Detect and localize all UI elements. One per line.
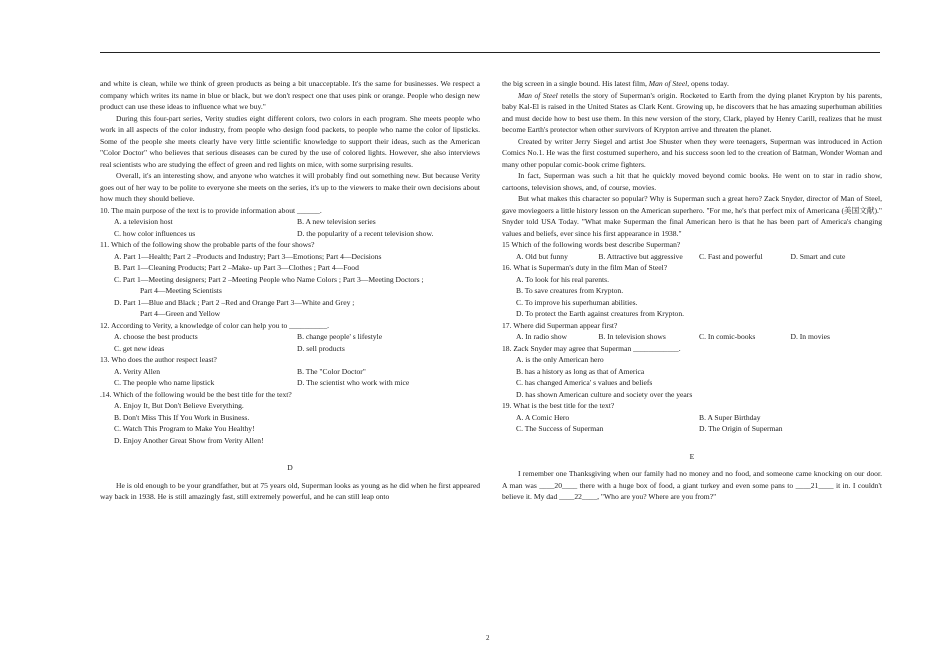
option-10a: A. a television host: [114, 217, 173, 226]
option-16b: B. To save creatures from Krypton.: [516, 286, 624, 295]
option-18c: C. has changed America' s values and beliefs: [516, 378, 653, 387]
option-12c: C. get new ideas: [114, 343, 165, 353]
passage-d-paragraph-6: But what makes this character so popular? Why is Superman such a great hero? Zack Snyder, director of Man of Steel, gave moviegoers a little history lesson on the American superhero. "For me, he's that perfect mix of Americana (美国文献)." Snyder told USA Today. "What make Superman the final American hero is that he has been part of America's changing values and beliefs, ever since his first appearance in 1938.": [502, 194, 882, 238]
option-19a: A. A Comic Hero: [516, 412, 570, 422]
passage-d-paragraph-4: Created by writer Jerry Siegel and artist Joe Shuster when they were teenagers, Superman was introduced in Action Comics No.1. He was the first costumed superhero, and his success soon led to the creation of Batman, Wonder Woman and many other popular comic-book crime fighters.: [502, 136, 882, 169]
film-title: Man of Steel: [518, 90, 558, 100]
option-15a: A. Old but funny: [516, 251, 568, 261]
option-17c: C. In comic-books: [699, 332, 756, 341]
question-10-options: [100, 216, 480, 239]
option-16d: D. To protect the Earth against creatures from Krypton.: [516, 309, 685, 318]
question-11: 11. Which of the following show the probable parts of the four shows?: [100, 240, 315, 249]
section-d-heading: D: [287, 463, 293, 472]
option-14c: C. Watch This Program to Make You Healthy!: [114, 424, 255, 433]
passage-c-paragraph-2: During this four-part series, Verity studies eight different colors, two colors in each program. She meets people who work in all aspects of the color industry, from people who design food packets, to people who name the color of lipsticks. Some of the people she meets clearly have very little scientific knowledge to support their ideas, such as the American "Color Doctor" who believes that serious diseases can be cured by the use of colored lights. However, she also interviews real scientists who are studying the effect of green and red lights on mice, with some surprising results.: [100, 113, 480, 169]
option-11a: A. Part 1—Health; Part 2 –Products and Industry; Part 3—Emotions; Part 4—Decisions: [114, 251, 382, 261]
question-17: 17. Where did Superman appear first?: [502, 320, 618, 330]
option-15d: D. Smart and cute: [790, 251, 846, 261]
option-13a: A. Verity Allen: [114, 366, 161, 376]
page-number: 2: [486, 634, 490, 642]
option-18b: B. has a history as long as that of America: [516, 366, 645, 376]
option-11c: C. Part 1—Meeting designers; Part 2 –Meeting People who Name Colors ; Part 3—Meeting Doctors ;: [114, 274, 424, 284]
passage-d-paragraph-2: [502, 78, 882, 90]
option-19b: B. A Super Birthday: [699, 412, 761, 422]
passage-d-paragraph-5: In fact, Superman was such a hit that he quickly moved beyond comic books. He went on to star in radio show, cartoons, television shows, and, of course, movies.: [502, 171, 882, 192]
question-19-options: [502, 412, 882, 435]
right-column: [502, 78, 882, 503]
question-10: 10. The main purpose of the text is to provide information about ______.: [100, 205, 322, 215]
question-17-options: [502, 331, 882, 343]
option-16a: A. To look for his real parents.: [516, 274, 609, 284]
option-12a: A. choose the best products: [114, 332, 198, 341]
option-11d: D. Part 1—Blue and Black ; Part 2 –Red and Orange Part 3—White and Grey ;: [114, 297, 355, 307]
question-14: .14. Which of the following would be the best title for the text?: [100, 389, 292, 399]
option-15c: C. Fast and powerful: [699, 251, 763, 261]
passage-e-paragraph-1: I remember one Thanksgiving when our family had no money and no food, and someone came knocking on our door. A man was ____20____ there with a huge box of food, a giant turkey and even some pans to ____21____ it in. I couldn't believe it. My dad ____22____, "Who are you? Where are you from?": [502, 469, 882, 501]
passage-d-paragraph-3: [502, 90, 882, 136]
header-rule: [100, 52, 880, 53]
option-18d: D. has shown American culture and society over the years: [516, 389, 693, 399]
film-title: Man of Steel: [648, 79, 688, 88]
option-11d-continued: Part 4—Green and Yellow: [140, 309, 221, 318]
question-11-options: [100, 251, 480, 320]
question-14-options: [100, 400, 480, 446]
question-15-options: [502, 251, 882, 263]
option-17a: A. In radio show: [516, 332, 568, 341]
text-run: , opens today.: [687, 79, 729, 88]
option-11b: B. Part 1—Cleaning Products; Part 2 –Make- up Part 3—Clothes ; Part 4—Food: [114, 263, 359, 272]
question-12: 12. According to Verity, a knowledge of color can help you to __________.: [100, 320, 330, 330]
option-18a: A. is the only American hero: [516, 355, 604, 364]
question-18: 18. Zack Snyder may agree that Superman ____________.: [502, 343, 681, 353]
section-e-heading: E: [689, 451, 695, 461]
question-16: 16. What is Superman's duty in the film Man of Steel?: [502, 263, 668, 272]
question-15: 15 Which of the following words best describe Superman?: [502, 240, 681, 249]
option-13d: D. The scientist who work with mice: [297, 378, 410, 387]
left-column: [100, 78, 480, 503]
option-10b: B. A new television series: [297, 217, 376, 226]
option-14d: D. Enjoy Another Great Show from Verity Allen!: [114, 435, 264, 445]
option-11c-continued: Part 4—Meeting Scientists: [140, 286, 222, 295]
option-16c: C. To improve his superhuman abilities.: [516, 297, 638, 307]
question-13: 13. Who does the author respect least?: [100, 355, 217, 364]
question-19: 19. What is the best title for the text?: [502, 401, 615, 410]
text-run: the big screen in a single bound. His latest film,: [502, 79, 649, 88]
option-15b: B. Attractive but aggressive: [598, 251, 683, 261]
question-13-options: [100, 366, 480, 389]
option-10d: D. the popularity of a recent television show.: [297, 228, 434, 238]
question-18-options: [502, 354, 882, 400]
option-19d: D. The Origin of Superman: [699, 424, 783, 433]
question-12-options: [100, 331, 480, 354]
question-16-options: [502, 274, 882, 320]
option-12d: D. sell products: [297, 343, 345, 353]
option-14a: A. Enjoy It, But Don't Believe Everything.: [114, 401, 244, 410]
option-14b: B. Don't Miss This If You Work in Business.: [114, 412, 250, 422]
option-19c: C. The Success of Superman: [516, 424, 604, 433]
text-run: retells the story of Superman's origin. Rocketed to Earth from the dying planet Krypton by his parents, baby Kal-El is raised in the United States as Clark Kent. Growing up, he discovers that he has amazing superhuman abilities and must decide how to best use them. In this new version of the story, Clark, played by Henry Carill, realizes that he must become Earth's protector when other survivors of Krypton arrive and threaten the planet.: [502, 90, 882, 134]
passage-c-paragraph-3: Overall, it's an interesting show, and anyone who watches it will probably find out something new. But because Verity goes out of her way to be polite to everyone she meets on the series, it's up to the viewers to make their own decisions about how much they should believe.: [100, 171, 480, 203]
option-13c: C. The people who name lipstick: [114, 378, 215, 387]
option-17b: B. In television shows: [598, 332, 666, 341]
option-12b: B. change people' s lifestyle: [297, 332, 383, 341]
passage-d-paragraph-1: He is old enough to be your grandfather, but at 75 years old, Superman looks as young as he did when he first appeared way back in 1938. He is still amazingly fast, still extremely powerful, and he can still leap onto: [100, 480, 480, 501]
option-10c: C. how color influences us: [114, 228, 196, 238]
option-17d: D. In movies: [790, 332, 830, 341]
passage-c-paragraph-1: and white is clean, while we think of green products as being a bit unacceptable. It's the same for businesses. We respect a company which writes its name in blue or black, but we don't respect one that uses pink or orange. People who design new product can use these ideas to influence what we buy.": [100, 79, 480, 111]
option-13b: B. The "Color Doctor": [297, 366, 366, 376]
